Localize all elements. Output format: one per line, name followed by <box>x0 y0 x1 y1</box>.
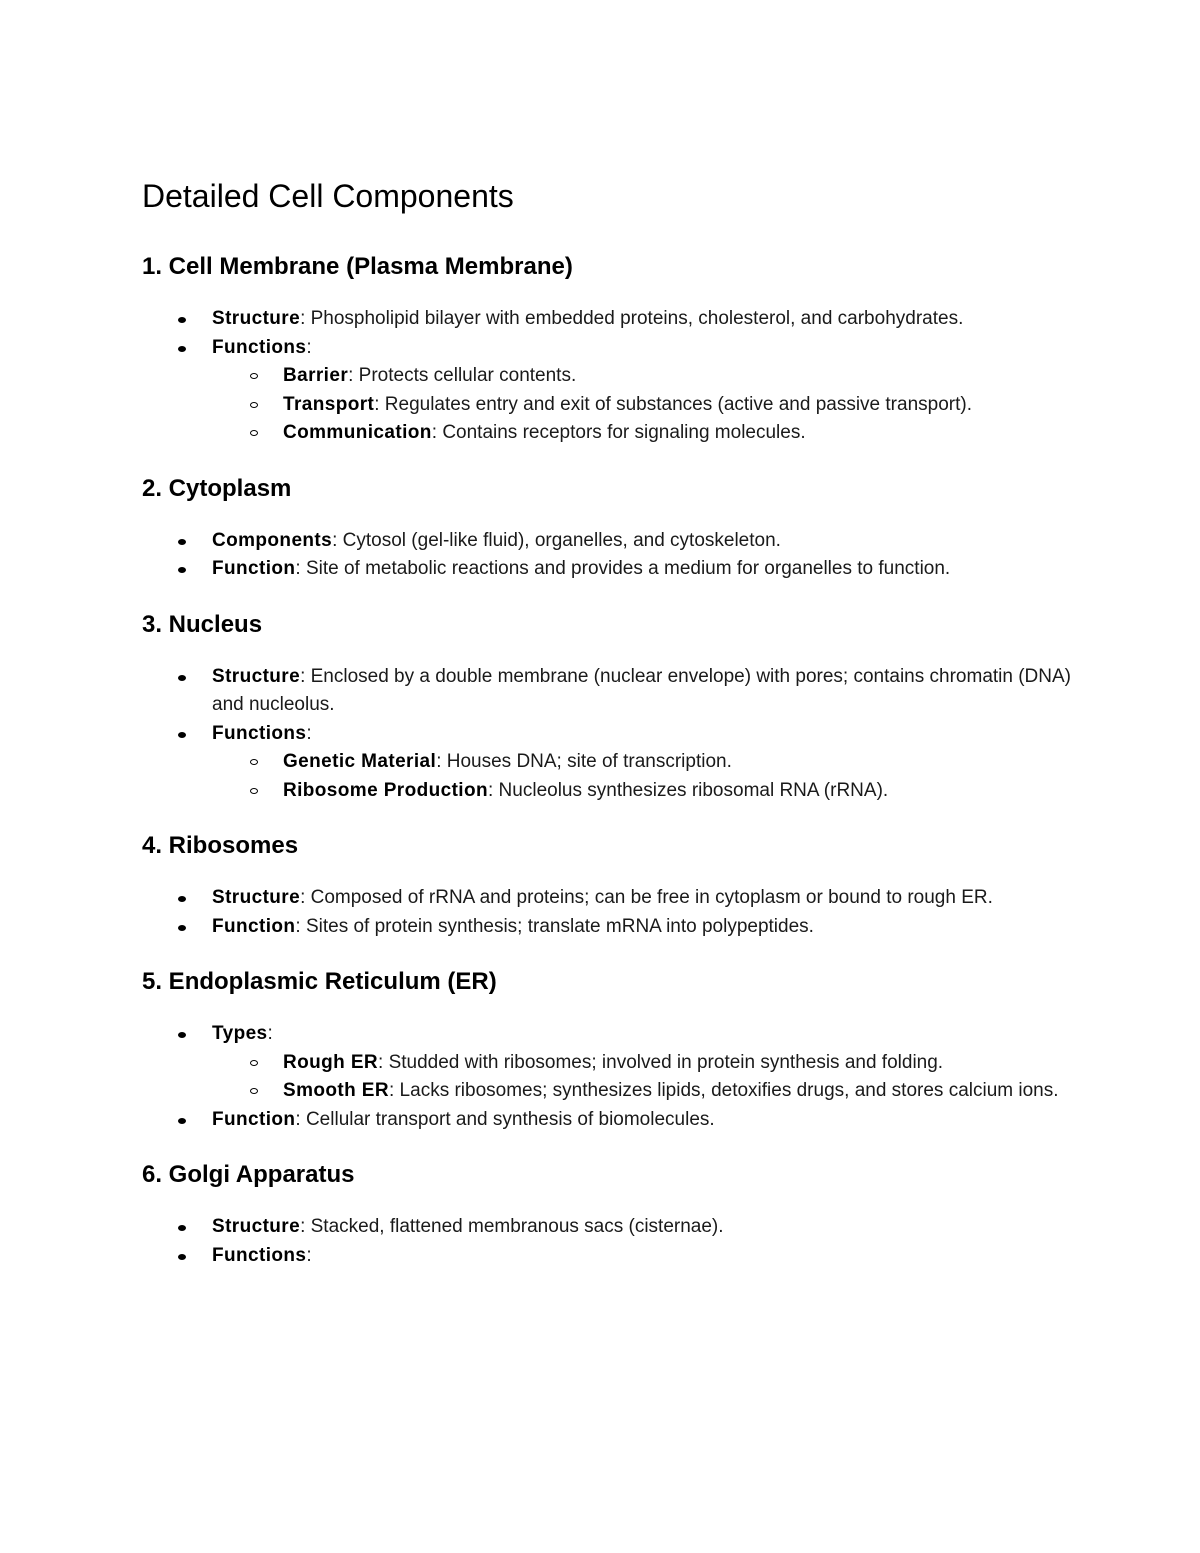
sub-list-item <box>212 391 1072 420</box>
list-item <box>142 1213 1072 1242</box>
section-heading: 2. Cytoplasm <box>142 474 292 502</box>
document-page <box>142 176 1072 1296</box>
sub-list-item <box>212 1077 1072 1106</box>
bullet-icon <box>178 1225 186 1231</box>
item-label: Communication <box>283 422 432 443</box>
circle-bullet-icon <box>250 430 258 436</box>
bullet-icon <box>178 567 186 573</box>
item-label: Components <box>212 529 333 551</box>
item-label: Ribosome Production <box>283 779 488 801</box>
bullet-list <box>142 527 1072 584</box>
section-heading: 5. Endoplasmic Reticulum (ER) <box>142 968 497 995</box>
item-label: Functions <box>212 1244 307 1266</box>
bullet-icon <box>178 896 186 902</box>
item-label: Functions <box>212 336 307 358</box>
item-label: Structure <box>212 887 301 908</box>
bullet-icon <box>178 346 186 352</box>
sub-list-item <box>212 362 1072 391</box>
bullet-list <box>142 663 1072 806</box>
sub-list-item <box>212 748 1072 777</box>
bullet-icon <box>178 1032 186 1038</box>
item-text: : Sites of protein synthesis; translate mRNA into polypeptides. <box>295 915 814 937</box>
list-item <box>142 334 1072 448</box>
item-text: : Site of metabolic reactions and provides a medium for organelles to function. <box>295 558 951 579</box>
bullet-icon <box>178 1118 186 1124</box>
bullet-list <box>142 884 1072 941</box>
item-text: : Contains receptors for signaling molecules. <box>431 422 806 443</box>
item-text: : Phospholipid bilayer with embedded proteins, cholesterol, and carbohydrates. <box>300 308 964 329</box>
bullet-icon <box>178 317 186 323</box>
sub-list-item <box>212 1049 1072 1078</box>
item-label: Functions <box>212 722 307 744</box>
item-text: : Cellular transport and synthesis of biomolecules. <box>295 1108 715 1130</box>
item-label: Structure <box>212 308 301 329</box>
list-item <box>142 663 1072 720</box>
sub-list <box>212 362 1072 448</box>
section-heading: 1. Cell Membrane (Plasma Membrane) <box>142 253 573 280</box>
circle-bullet-icon <box>250 788 258 794</box>
item-text: : Protects cellular contents. <box>348 365 577 386</box>
list-item <box>142 884 1072 913</box>
item-text: : Lacks ribosomes; synthesizes lipids, detoxifies drugs, and stores calcium ions. <box>389 1080 1059 1101</box>
list-item <box>142 305 1072 334</box>
page-title: Detailed Cell Components <box>142 178 514 214</box>
list-item <box>142 555 1072 584</box>
item-label: Smooth ER <box>283 1080 389 1101</box>
item-text: : <box>306 1244 312 1266</box>
section-heading: 4. Ribosomes <box>142 832 299 859</box>
list-item <box>142 527 1072 556</box>
sub-list-item <box>212 419 1072 448</box>
item-text: : <box>306 722 312 744</box>
item-label: Function <box>212 1108 296 1130</box>
item-label: Types <box>212 1023 268 1044</box>
sub-list <box>212 1049 1072 1106</box>
item-text: : Nucleolus synthesizes ribosomal RNA (rRNA). <box>488 779 889 801</box>
bullet-icon <box>178 732 186 738</box>
bullet-icon <box>178 925 186 931</box>
circle-bullet-icon <box>250 402 258 408</box>
item-label: Barrier <box>283 365 349 386</box>
list-item <box>142 1020 1072 1106</box>
item-text: : <box>267 1023 273 1044</box>
item-label: Function <box>212 558 296 579</box>
circle-bullet-icon <box>250 373 258 379</box>
list-item <box>142 1242 1072 1271</box>
item-text: : <box>306 336 312 358</box>
item-label: Transport <box>283 393 375 415</box>
item-text: : Enclosed by a double membrane (nuclear envelope) with pores; contains chromatin (DNA) and nucleolus. <box>212 665 1072 715</box>
section-heading: 3. Nucleus <box>142 610 263 638</box>
item-text: : Composed of rRNA and proteins; can be free in cytoplasm or bound to rough ER. <box>300 887 993 908</box>
item-text: : Regulates entry and exit of substances (active and passive transport). <box>374 393 972 415</box>
section-heading: 6. Golgi Apparatus <box>142 1161 355 1188</box>
bullet-icon <box>178 539 186 545</box>
item-label: Structure <box>212 1216 301 1237</box>
sub-list-item <box>212 777 1072 806</box>
list-item <box>142 720 1072 806</box>
item-text: : Houses DNA; site of transcription. <box>436 751 732 772</box>
item-label: Rough ER <box>283 1051 379 1073</box>
circle-bullet-icon <box>250 1060 258 1066</box>
bullet-list <box>142 305 1072 448</box>
bullet-icon <box>178 1254 186 1260</box>
list-item <box>142 1106 1072 1135</box>
sub-list <box>212 748 1072 805</box>
item-label: Genetic Material <box>283 751 437 772</box>
item-text: : Stacked, flattened membranous sacs (cisternae). <box>300 1216 724 1237</box>
circle-bullet-icon <box>250 759 258 765</box>
circle-bullet-icon <box>250 1088 258 1094</box>
item-text: : Studded with ribosomes; involved in protein synthesis and folding. <box>378 1051 944 1073</box>
item-text: : Cytosol (gel-like fluid), organelles, and cytoskeleton. <box>332 529 781 551</box>
bullet-list <box>142 1020 1072 1134</box>
bullet-list <box>142 1213 1072 1270</box>
item-label: Structure <box>212 665 301 687</box>
item-label: Function <box>212 915 296 937</box>
bullet-icon <box>178 675 186 681</box>
list-item <box>142 913 1072 942</box>
